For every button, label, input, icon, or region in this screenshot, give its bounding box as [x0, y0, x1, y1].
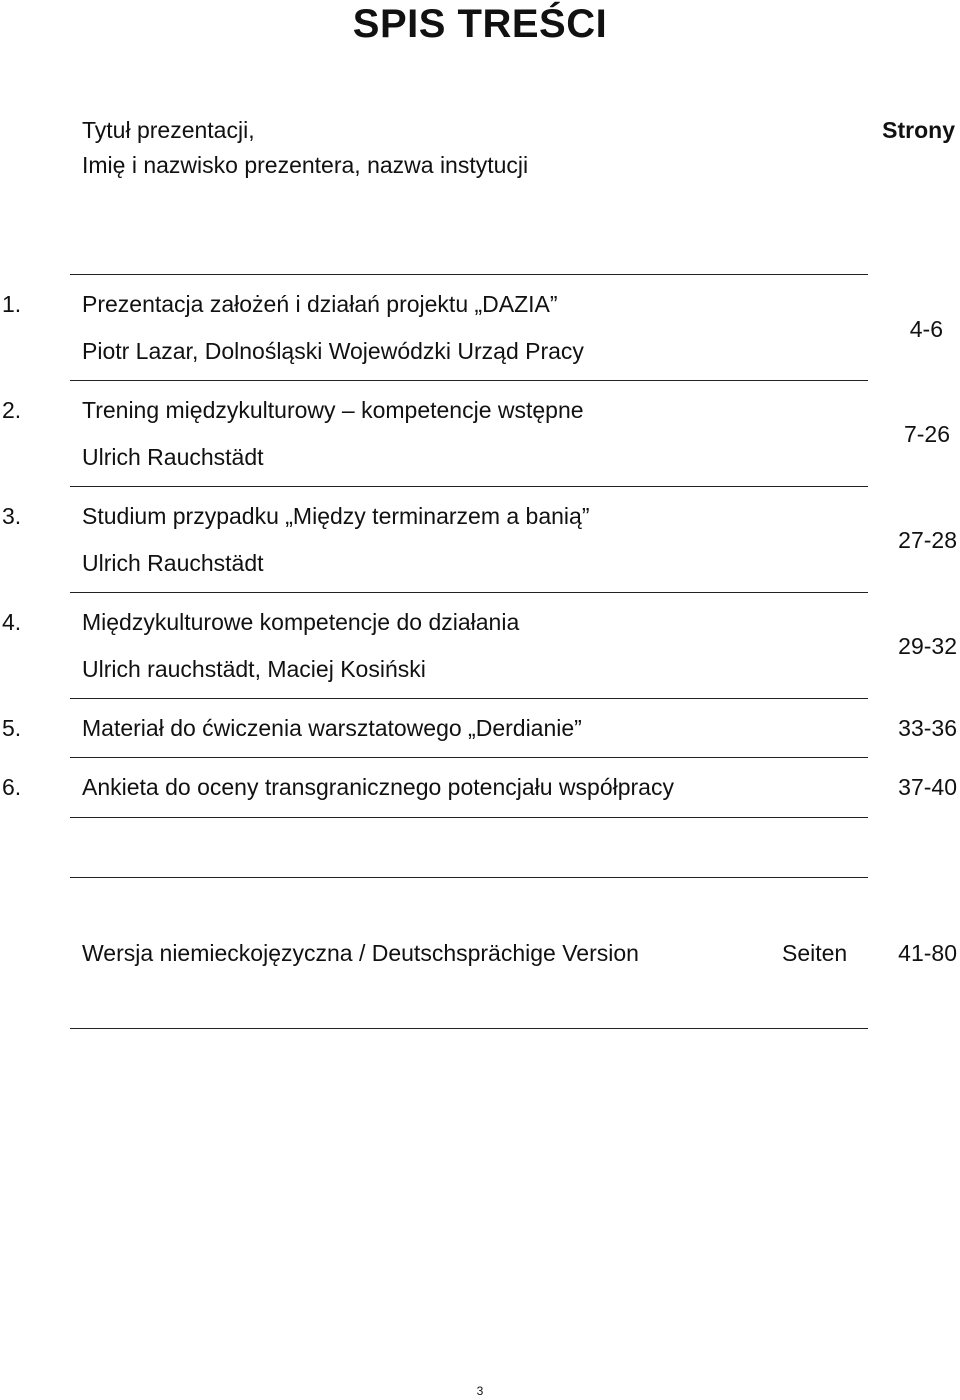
entry-pages: 27-28 [898, 527, 957, 553]
entry-number: 1. [2, 291, 22, 317]
page-number: 3 [476, 1384, 484, 1398]
entry-title: Prezentacja założeń i działań projektu „DAZIA” [82, 291, 558, 317]
german-version-label: Wersja niemieckojęzyczna / Deutschsprächige Version [82, 940, 639, 966]
divider [70, 817, 868, 818]
entry-author: Ulrich Rauchstädt [82, 444, 264, 470]
divider [70, 592, 868, 593]
entry-title: Studium przypadku „Między terminarzem a banią” [82, 503, 590, 529]
entry-number: 3. [2, 503, 22, 529]
entry-number: 4. [2, 609, 22, 635]
divider [70, 486, 868, 487]
entry-author: Ulrich Rauchstädt [82, 550, 264, 576]
entry-title: Ankieta do oceny transgranicznego potencjału współpracy [82, 774, 674, 800]
entry-pages: 7-26 [903, 421, 950, 447]
german-version-pages-label: Seiten [782, 940, 848, 966]
divider [70, 274, 868, 275]
entry-number: 2. [2, 397, 22, 423]
entry-pages: 33-36 [898, 715, 957, 741]
header-line-1: Tytuł prezentacji, [82, 117, 255, 143]
entry-title: Materiał do ćwiczenia warsztatowego „Derdianie” [82, 715, 582, 741]
divider [70, 380, 868, 381]
divider [70, 1028, 868, 1029]
divider [70, 698, 868, 699]
pages-column-label: Strony [882, 117, 955, 143]
entry-pages: 4-6 [909, 316, 943, 342]
divider [70, 877, 868, 878]
entry-pages: 29-32 [898, 633, 957, 659]
divider [70, 757, 868, 758]
entry-author: Piotr Lazar, Dolnośląski Wojewódzki Urząd Pracy [82, 338, 584, 364]
entry-author: Ulrich rauchstädt, Maciej Kosiński [82, 656, 426, 682]
entry-number: 6. [2, 774, 22, 800]
entry-pages: 37-40 [898, 774, 957, 800]
entry-title: Międzykulturowe kompetencje do działania [82, 609, 520, 635]
header-line-2: Imię i nazwisko prezentera, nazwa instytucji [82, 152, 529, 178]
german-version-pages: 41-80 [898, 940, 957, 966]
page-title: SPIS TREŚCI [352, 2, 608, 46]
entry-number: 5. [2, 715, 22, 741]
entry-title: Trening międzykulturowy – kompetencje wstępne [82, 397, 584, 423]
